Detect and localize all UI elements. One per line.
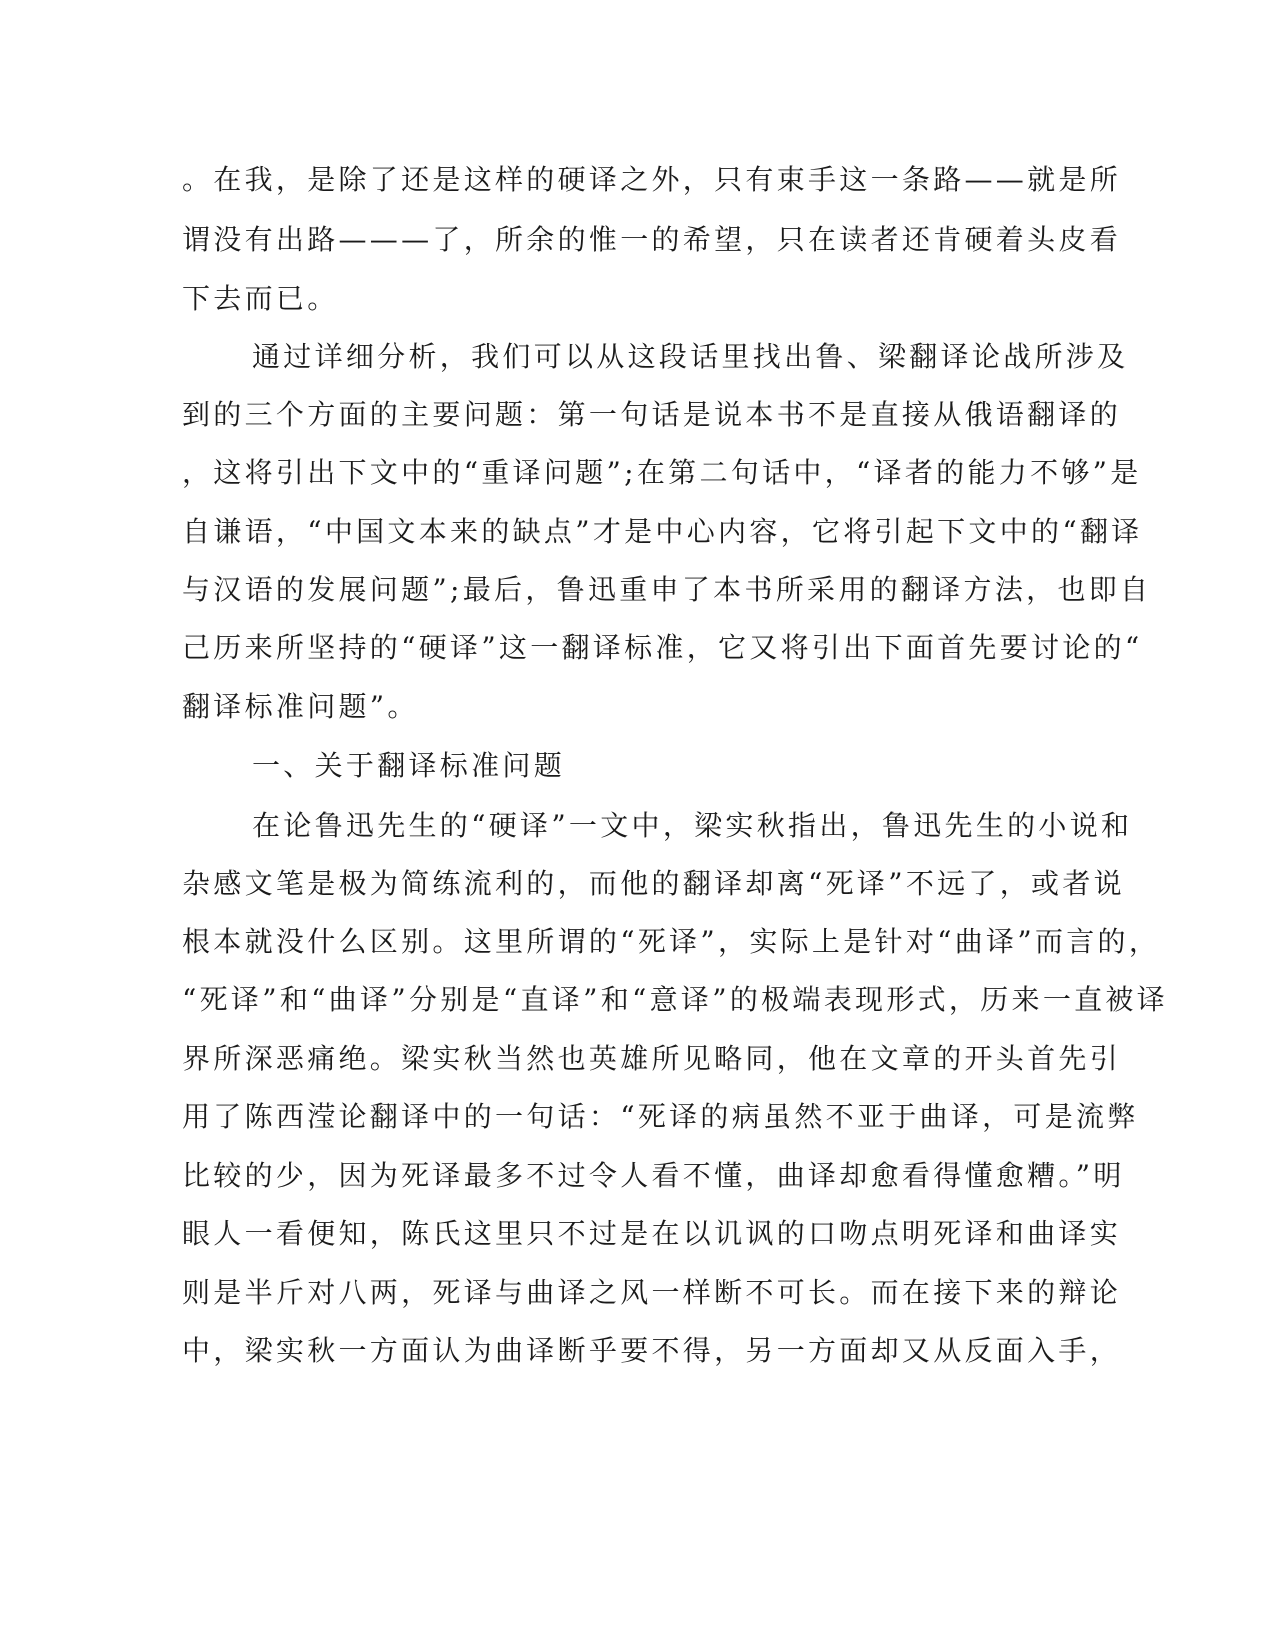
text-line: 己历来所坚持的“硬译”这一翻译标准，它又将引出下面首先要讨论的“ [182, 631, 1143, 664]
text-line: 用了陈西滢论翻译中的一句话：“死译的病虽然不亚于曲译，可是流弊 [182, 1100, 1139, 1133]
text-line: 比较的少，因为死译最多不过令人看不懂，曲译却愈看得懂愈糟。”明 [182, 1159, 1125, 1192]
text-line: 则是半斤对八两，死译与曲译之风一样断不可长。而在接下来的辩论 [182, 1276, 1122, 1309]
text-line: 根本就没什么区别。这里所谓的“死译”，实际上是针对“曲译”而言的， [182, 925, 1161, 958]
text-line: 。在我，是除了还是这样的硬译之外，只有束手这一条路——就是所 [182, 163, 1122, 196]
text-line: 在论鲁迅先生的“硬译”一文中，梁实秋指出，鲁迅先生的小说和 [252, 809, 1133, 842]
text-line: 界所深恶痛绝。梁实秋当然也英雄所见略同，他在文章的开头首先引 [182, 1042, 1122, 1075]
text-line: 中，梁实秋一方面认为曲译断乎要不得，另一方面却又从反面入手， [182, 1334, 1122, 1367]
text-line: 下去而已。 [182, 282, 339, 315]
text-line: 谓没有出路———了，所余的惟一的希望，只在读者还肯硬着头皮看 [182, 223, 1122, 256]
text-line: 到的三个方面的主要问题：第一句话是说本书不是直接从俄语翻译的 [182, 398, 1122, 431]
text-line: 杂感文笔是极为简练流利的，而他的翻译却离“死译”不远了，或者说 [182, 867, 1125, 900]
text-line: “死译”和“曲译”分别是“直译”和“意译”的极端表现形式，历来一直被译 [182, 983, 1169, 1016]
text-line: 与汉语的发展问题”;最后，鲁迅重申了本书所采用的翻译方法，也即自 [182, 573, 1152, 606]
text-line: 通过详细分析，我们可以从这段话里找出鲁、梁翻译论战所涉及 [252, 340, 1129, 373]
text-line: ，这将引出下文中的“重译问题”;在第二句话中，“译者的能力不够”是 [182, 456, 1142, 489]
text-line: 眼人一看便知，陈氏这里只不过是在以讥讽的口吻点明死译和曲译实 [182, 1217, 1122, 1250]
section-heading: 一、关于翻译标准问题 [252, 749, 566, 782]
text-line: 翻译标准问题”。 [182, 690, 419, 723]
text-line: 自谦语，“中国文本来的缺点”才是中心内容，它将引起下文中的“翻译 [182, 515, 1143, 548]
